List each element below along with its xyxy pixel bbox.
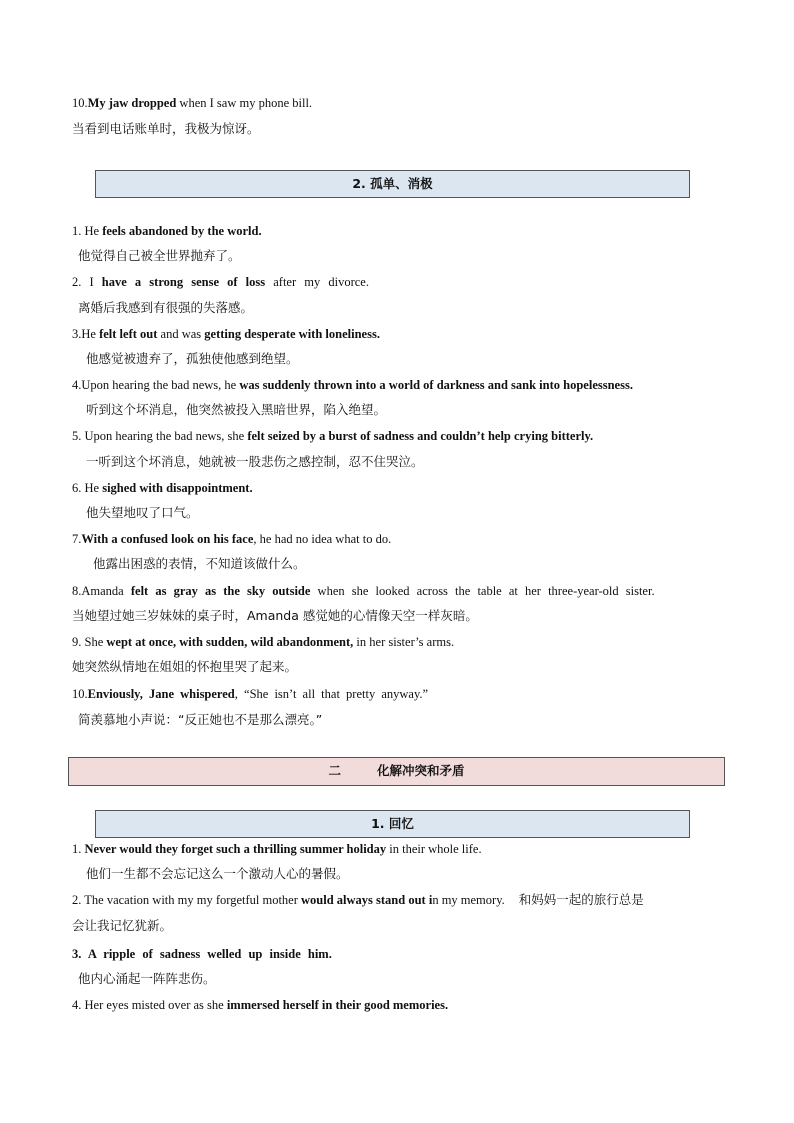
- item-number: 9. She: [72, 635, 107, 649]
- phrase-bold: felt left out: [99, 327, 158, 341]
- sentence-rest: n my memory.: [432, 893, 505, 907]
- section-header-memory: 1. 回忆: [95, 810, 690, 838]
- sentence-rest: after my divorce.: [265, 275, 369, 289]
- item-number: 3.: [72, 947, 88, 961]
- lonely-item-5: [72, 427, 593, 445]
- item-number: 2. I: [72, 275, 102, 289]
- phrase-bold: felt seized by a burst of sadness and couldn’t help crying bitterly.: [247, 429, 594, 443]
- part-two-header: [68, 757, 725, 786]
- phrase-bold: With a confused look on his face: [81, 532, 254, 546]
- sentence-rest: when she looked across the table at her three-year-old sister.: [310, 584, 655, 598]
- lonely-item-1: [72, 222, 262, 240]
- memory-item-3-translation: 他内心涌起一阵阵悲伤。: [78, 971, 216, 986]
- lonely-item-7: [72, 530, 391, 548]
- lonely-item-9: [72, 633, 454, 651]
- phrase-bold: Enviously, Jane whispered: [87, 687, 235, 701]
- lonely-item-3: [72, 325, 380, 343]
- memory-item-1: [72, 840, 482, 858]
- phrase-bold: immersed herself in their good memories.: [226, 998, 449, 1012]
- lonely-item-4: [72, 376, 633, 394]
- lonely-item-8-translation: 当她望过她三岁妹妹的桌子时，Amanda 感觉她的心情像天空一样灰暗。: [72, 608, 478, 623]
- lonely-item-4-translation: 听到这个坏消息，他突然被投入黑暗世界，陷入绝望。: [86, 402, 387, 417]
- item-number: 2. The vacation with my my forgetful mother: [72, 893, 302, 907]
- item-number: 4. Her eyes misted over as she: [72, 998, 227, 1012]
- phrase-bold: feels abandoned by the world.: [102, 224, 262, 238]
- part-number: 二: [328, 763, 341, 778]
- phrase-bold: wept at once, with sudden, wild abandonment,: [106, 635, 354, 649]
- lonely-item-1-translation: 他觉得自己被全世界抛弃了。: [78, 248, 241, 263]
- lonely-item-2: [72, 273, 369, 291]
- lonely-item-3-translation: 他感觉被遗弃了，孤独使他感到绝望。: [86, 351, 299, 366]
- phrase-bold: would always stand out i: [301, 893, 433, 907]
- memory-item-4: [72, 996, 448, 1014]
- sentence-rest: , he had no idea what to do.: [253, 532, 392, 546]
- item-number: 7.: [72, 532, 82, 546]
- item-number: 10.: [72, 687, 88, 701]
- part-title: 化解冲突和矛盾: [377, 763, 465, 778]
- phrase-bold: felt as gray as the sky outside: [130, 584, 311, 598]
- memory-item-3: [72, 945, 332, 963]
- memory-item-2: [72, 891, 644, 909]
- phrase-bold: Never would they forget such a thrilling summer holiday: [84, 842, 387, 856]
- lonely-item-8: [72, 582, 655, 600]
- sentence-mid: and was: [157, 327, 205, 341]
- top-item-10: [72, 94, 312, 112]
- phrase-bold: A ripple of sadness welled up inside him.: [87, 947, 332, 961]
- inline-translation: 和妈妈一起的旅行总是: [518, 892, 644, 907]
- phrase-bold: was suddenly thrown into a world of darkness and sank into hopelessness.: [239, 378, 633, 392]
- phrase-bold: sighed with disappointment.: [102, 481, 253, 495]
- section-header-lonely: 2. 孤单、消极: [95, 170, 690, 198]
- lonely-item-10: [72, 685, 428, 703]
- lonely-item-2-translation: 离婚后我感到有很强的失落感。: [78, 300, 254, 315]
- lonely-item-10-translation: 简羡慕地小声说：“反正她也不是那么漂亮。”: [78, 712, 323, 727]
- phrase-bold: have a strong sense of loss: [101, 275, 266, 289]
- item-number: 10.: [72, 96, 88, 110]
- item-number: 8.Amanda: [72, 584, 131, 598]
- sentence-rest: in their whole life.: [386, 842, 482, 856]
- phrase-bold: My jaw dropped: [87, 96, 177, 110]
- lonely-item-6: [72, 479, 253, 497]
- item-number: 4.Upon hearing the bad news, he: [72, 378, 240, 392]
- item-number: 1. He: [72, 224, 103, 238]
- sentence-rest: in her sister’s arms.: [353, 635, 455, 649]
- lonely-item-7-translation: 他露出困惑的表情，不知道该做什么。: [93, 556, 306, 571]
- phrase-bold-2: getting desperate with loneliness.: [204, 327, 380, 341]
- top-item-10-translation: 当看到电话账单时，我极为惊讶。: [72, 121, 260, 136]
- sentence-rest: , “She isn’t all that pretty anyway.”: [234, 687, 429, 701]
- item-number: 6. He: [72, 481, 103, 495]
- item-number: 3.He: [72, 327, 100, 341]
- item-number: 5. Upon hearing the bad news, she: [72, 429, 248, 443]
- item-number: 1.: [72, 842, 85, 856]
- lonely-item-9-translation: 她突然纵情地在姐姐的怀抱里哭了起来。: [72, 659, 298, 674]
- lonely-item-6-translation: 他失望地叹了口气。: [86, 505, 199, 520]
- memory-item-2-translation: 会让我记忆犹新。: [72, 918, 173, 933]
- lonely-item-5-translation: 一听到这个坏消息，她就被一股悲伤之感控制，忍不住哭泣。: [86, 454, 424, 469]
- memory-item-1-translation: 他们一生都不会忘记这么一个激动人心的暑假。: [86, 866, 349, 881]
- sentence-rest: when I saw my phone bill.: [176, 96, 313, 110]
